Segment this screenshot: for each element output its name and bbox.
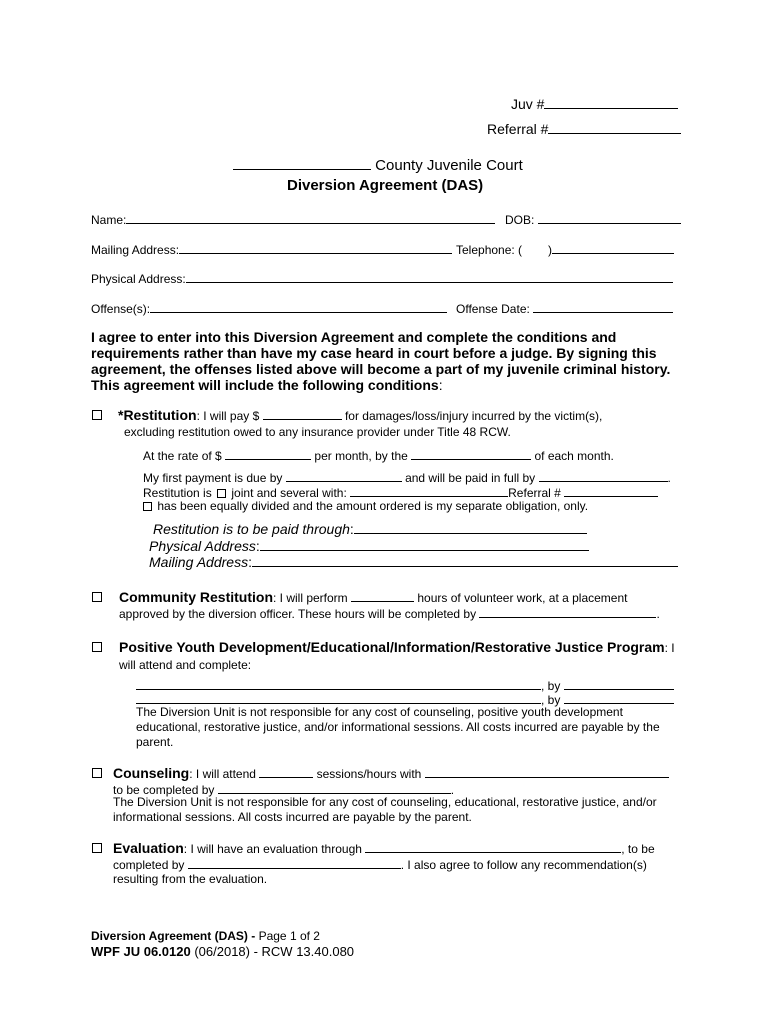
paid-through-blank[interactable] — [354, 521, 587, 534]
offenses-label: Offense(s): — [91, 302, 151, 316]
pyd-program-2-blank[interactable] — [136, 691, 541, 704]
payee-physical-address-blank[interactable] — [260, 538, 589, 551]
first-payment-label: My first payment is due by — [143, 471, 283, 485]
payee-mailing-address-line: Mailing Address: — [149, 554, 678, 570]
first-payment-period: . — [667, 471, 671, 485]
referral-label: Referral # — [487, 121, 549, 137]
restitution-rate-line — [143, 447, 614, 463]
counseling-sessions-text: sessions/hours with — [316, 767, 422, 781]
community-restitution-line-1 — [119, 589, 628, 605]
community-restitution-title: Community Restitution — [119, 589, 273, 605]
telephone-close-paren: ) — [548, 243, 553, 257]
restitution-line-2: excluding restitution owed to any insurance provider under Title 48 RCW. — [124, 425, 511, 439]
evaluation-line-1 — [113, 840, 655, 856]
footer-title: Diversion Agreement (DAS) - — [91, 929, 256, 943]
joint-referral-label: Referral # — [508, 486, 561, 500]
counseling-sessions-blank[interactable] — [259, 765, 313, 778]
agreement-intro: I agree to enter into this Diversion Agreement and complete the conditions and requirements rather than have my case heard in court before a judge. By signing this agreement, the offenses listed above will become a part of my juvenile criminal history. This agreement will include the following conditions — [91, 329, 671, 393]
name-field — [91, 211, 495, 227]
mailing-address-label: Mailing Address: — [91, 243, 180, 257]
pyd-colon: : I — [664, 641, 675, 655]
paid-through-label: Restitution is to be paid through — [153, 521, 350, 537]
community-restitution-line-2 — [119, 605, 660, 621]
divided-label: has been equally divided and the amount ordered is my separate obligation, only. — [157, 499, 589, 513]
name-blank[interactable] — [126, 211, 495, 224]
agreement-colon: : — [438, 377, 443, 393]
county-blank[interactable] — [233, 157, 371, 170]
evaluation-completed-by-text: completed by — [113, 858, 185, 872]
physical-address-label: Physical Address: — [91, 272, 186, 286]
paid-in-full-label: and will be paid in full by — [405, 471, 536, 485]
counseling-title: Counseling — [113, 765, 190, 781]
evaluation-through-text: : I will have an evaluation through — [183, 842, 362, 856]
counseling-period: . — [450, 783, 455, 797]
referral-blank[interactable] — [548, 121, 681, 134]
joint-referral-blank[interactable] — [564, 484, 658, 497]
physical-address-blank[interactable] — [186, 270, 673, 283]
evaluation-to-be: , to be — [621, 842, 655, 856]
counseling-checkbox[interactable] — [92, 768, 102, 778]
footer-page-number: Page 1 of 2 — [255, 929, 320, 943]
first-payment-blank[interactable] — [286, 469, 402, 482]
offense-date-label: Offense Date: — [456, 302, 530, 316]
offense-date-blank[interactable] — [533, 300, 673, 313]
mailing-address-field — [91, 241, 452, 257]
evaluation-provider-blank[interactable] — [365, 840, 621, 853]
payee-physical-address-label: Physical Address — [149, 538, 256, 554]
pyd-program-1-blank[interactable] — [136, 677, 541, 690]
joint-several-label: joint and several with: — [231, 486, 347, 500]
divided-line — [141, 499, 588, 513]
divided-checkbox[interactable] — [143, 502, 152, 511]
community-completed-by-blank[interactable] — [479, 605, 656, 618]
paid-in-full-blank[interactable] — [539, 469, 668, 482]
community-volunteer-text: hours of volunteer work, at a placement — [417, 591, 628, 605]
telephone-field — [456, 241, 674, 257]
restitution-line-1 — [118, 407, 602, 423]
restitution-is-label: Restitution is — [143, 486, 212, 500]
restitution-damages-text: for damages/loss/injury incurred by the victim(s), — [344, 409, 603, 423]
mailing-address-blank[interactable] — [179, 241, 452, 254]
footer-form-details: (06/2018) - RCW 13.40.080 — [190, 944, 355, 959]
pyd-by-1: , by — [541, 679, 561, 693]
payee-mailing-address-label: Mailing Address — [149, 554, 249, 570]
counseling-attend-text: : I will attend — [189, 767, 256, 781]
restitution-checkbox[interactable] — [92, 410, 102, 420]
agreement-paragraph — [91, 329, 681, 393]
pyd-line-2: will attend and complete: — [119, 658, 252, 672]
restitution-pay-text: I will pay $ — [203, 409, 260, 423]
evaluation-checkbox[interactable] — [92, 843, 102, 853]
counseling-disclaimer: The Diversion Unit is not responsible for any cost of counseling, educational, restorative justice, and/or informational sessions. All costs incurred are payable by the parent. — [113, 795, 657, 824]
per-month-label: per month, by the — [314, 449, 408, 463]
counseling-provider-blank[interactable] — [425, 765, 669, 778]
day-of-month-blank[interactable] — [411, 447, 531, 460]
rate-label: At the rate of $ — [143, 449, 222, 463]
counseling-completed-by-blank[interactable] — [218, 781, 451, 794]
payee-physical-address-line: Physical Address: — [149, 538, 589, 554]
pyd-by-1-blank[interactable] — [564, 677, 674, 690]
juv-blank[interactable] — [544, 96, 678, 109]
joint-several-line — [143, 484, 658, 500]
court-name — [233, 157, 523, 174]
counseling-completed-by-text: to be completed by — [113, 783, 215, 797]
restitution-title: *Restitution — [118, 407, 197, 423]
offenses-blank[interactable] — [150, 300, 447, 313]
each-month-label: of each month. — [534, 449, 614, 463]
evaluation-completed-by-blank[interactable] — [188, 856, 401, 869]
juv-label: Juv # — [511, 96, 545, 112]
referral-number-field — [487, 121, 681, 137]
pyd-title: Positive Youth Development/Educational/Information/Restorative Justice Program — [119, 639, 665, 655]
restitution-amount-blank[interactable] — [263, 407, 342, 420]
dob-blank[interactable] — [538, 211, 681, 224]
offense-date-field — [456, 300, 673, 316]
community-perform-text: : I will perform — [273, 591, 348, 605]
name-label: Name: — [91, 213, 127, 227]
pyd-line-1 — [119, 639, 675, 655]
page-title: Diversion Agreement (DAS) — [287, 177, 484, 194]
offenses-field — [91, 300, 447, 316]
pyd-by-2-blank[interactable] — [564, 691, 674, 704]
pyd-disclaimer: The Diversion Unit is not responsible for any cost of counseling, positive youth development educational, restorative justice, and/or informational sessions. All costs incurred are payable by the parent. — [136, 705, 660, 749]
community-hours-blank[interactable] — [351, 589, 414, 602]
community-period: . — [656, 607, 660, 621]
pyd-by-2: , by — [541, 693, 561, 707]
first-payment-line — [143, 469, 671, 485]
dob-label: DOB: — [505, 213, 535, 227]
evaluation-title: Evaluation — [113, 840, 184, 856]
counseling-line-1 — [113, 765, 669, 781]
dob-field — [505, 211, 681, 227]
paid-through-line: Restitution is to be paid through: — [153, 521, 587, 537]
community-restitution-checkbox[interactable] — [92, 592, 102, 602]
telephone-blank[interactable] — [552, 241, 674, 254]
evaluation-line-3: resulting from the evaluation. — [113, 872, 268, 886]
footer-page-info — [91, 929, 320, 943]
footer-form-info — [91, 944, 354, 959]
court-suffix: County Juvenile Court — [375, 157, 523, 174]
joint-several-name-blank[interactable] — [350, 484, 508, 497]
payee-mailing-address-blank[interactable] — [252, 554, 678, 567]
juv-number-field — [511, 96, 678, 112]
joint-several-checkbox[interactable] — [217, 489, 226, 498]
community-approved-text: approved by the diversion officer. These hours will be completed by — [119, 607, 477, 621]
physical-address-field — [91, 270, 673, 286]
rate-amount-blank[interactable] — [225, 447, 311, 460]
telephone-label: Telephone: ( — [456, 243, 523, 257]
pyd-checkbox[interactable] — [92, 642, 102, 652]
evaluation-agree-text: . I also agree to follow any recommendation(s) — [400, 858, 647, 872]
footer-form-number: WPF JU 06.0120 — [91, 944, 191, 959]
restitution-colon: : — [196, 409, 200, 423]
evaluation-line-2 — [113, 856, 647, 872]
